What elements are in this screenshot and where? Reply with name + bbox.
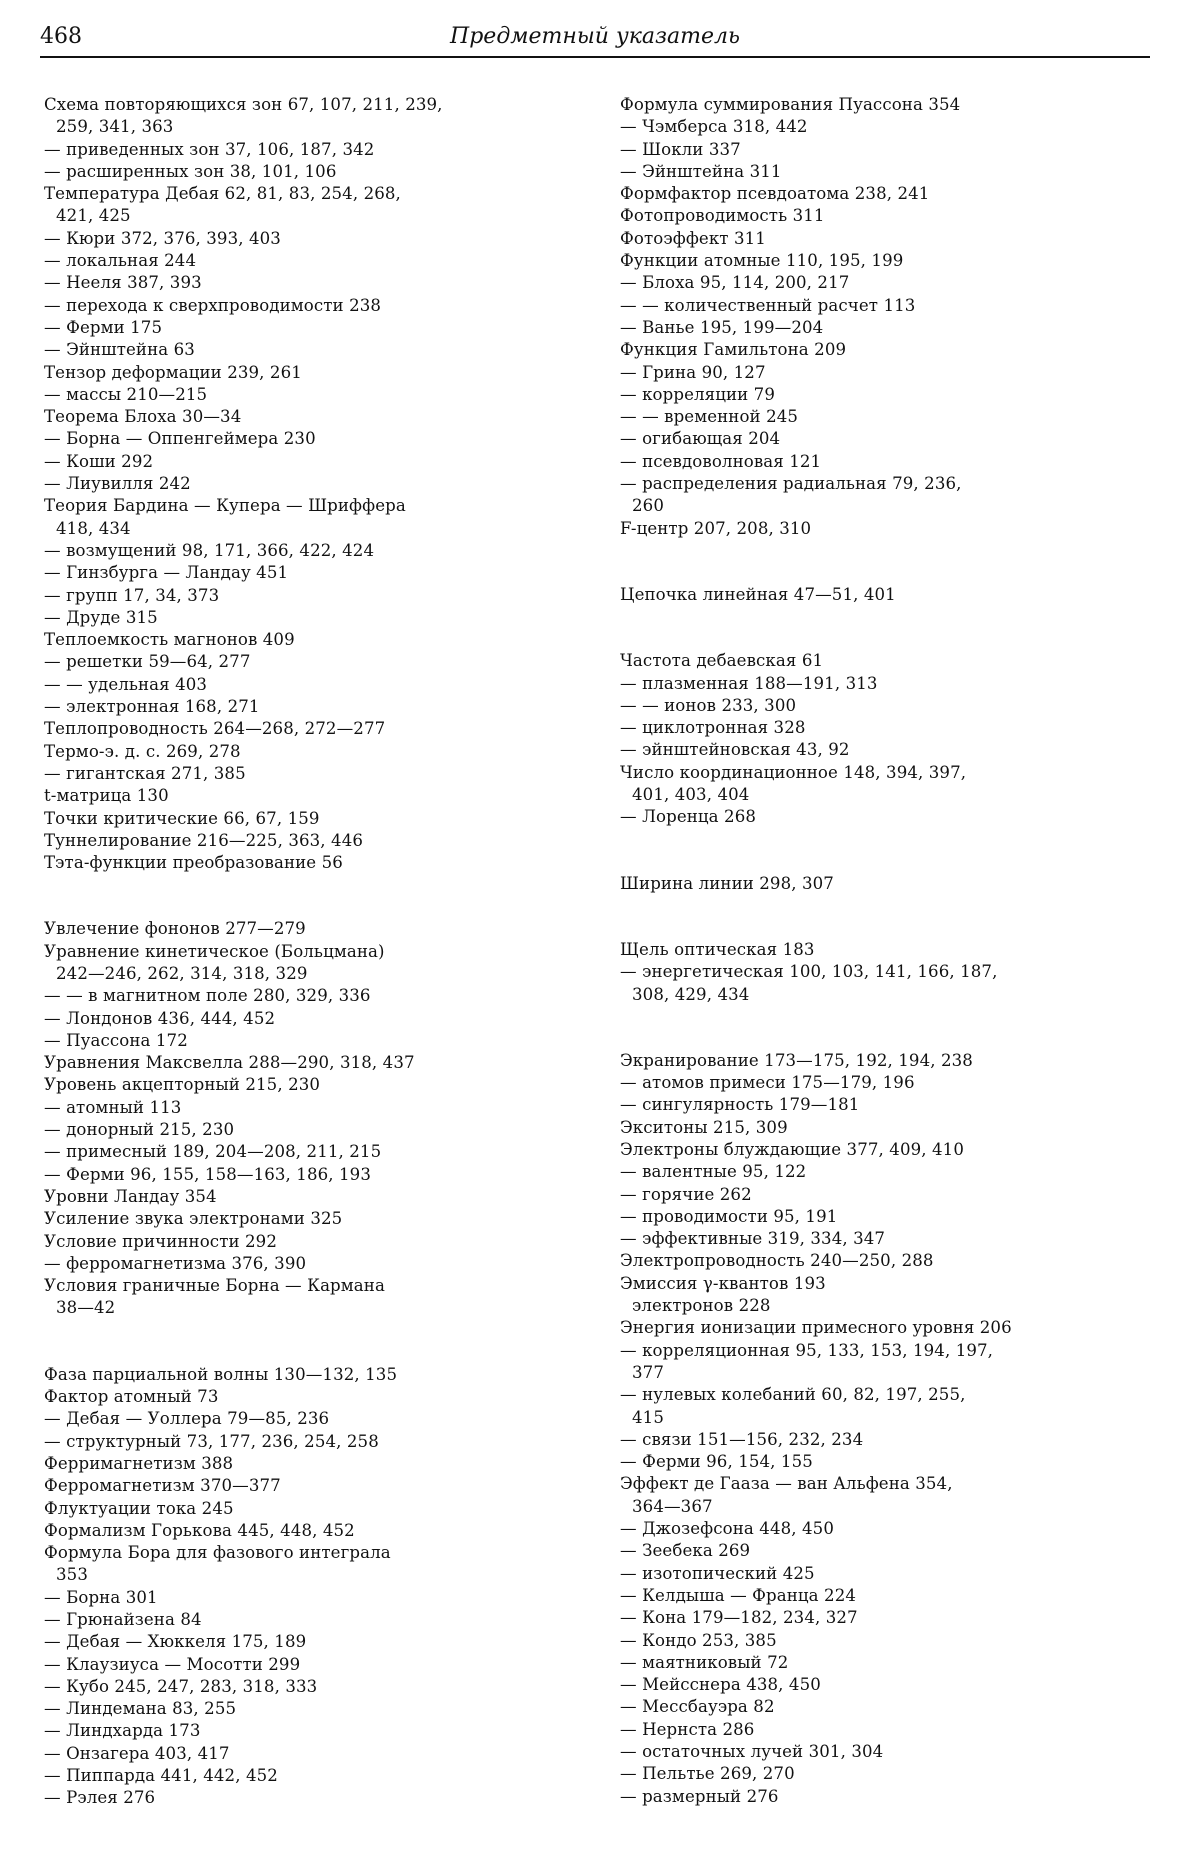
index-entry: Теплоемкость магнонов 409 bbox=[44, 629, 579, 651]
index-entry: Теплопроводность 264—268, 272—277 bbox=[44, 718, 579, 740]
section-gap bbox=[44, 1320, 579, 1364]
index-entry: — остаточных лучей 301, 304 bbox=[620, 1741, 1155, 1763]
index-entry: — размерный 276 bbox=[620, 1786, 1155, 1808]
index-entry: Уравнения Максвелла 288—290, 318, 437 bbox=[44, 1052, 579, 1074]
index-entry-continuation: 415 bbox=[620, 1407, 1155, 1429]
index-entry: Ферримагнетизм 388 bbox=[44, 1453, 579, 1475]
index-entry: Фаза парциальной волны 130—132, 135 bbox=[44, 1364, 579, 1386]
index-entry: Эмиссия γ-квантов 193 bbox=[620, 1273, 1155, 1295]
index-entry: — нулевых колебаний 60, 82, 197, 255, bbox=[620, 1384, 1155, 1406]
index-entry: — корреляционная 95, 133, 153, 194, 197, bbox=[620, 1340, 1155, 1362]
index-entry: Тэта-функции преобразование 56 bbox=[44, 852, 579, 874]
index-entry-continuation: 38—42 bbox=[44, 1297, 579, 1319]
index-entry: — Ферми 175 bbox=[44, 317, 579, 339]
index-entry: — Линдемана 83, 255 bbox=[44, 1698, 579, 1720]
index-entry: — гигантская 271, 385 bbox=[44, 763, 579, 785]
index-entry: Усиление звука электронами 325 bbox=[44, 1208, 579, 1230]
index-entry: — Дебая — Хюккеля 175, 189 bbox=[44, 1631, 579, 1653]
index-entry: Электроны блуждающие 377, 409, 410 bbox=[620, 1139, 1155, 1161]
page-number: 468 bbox=[40, 24, 82, 49]
index-entry: — Гинзбурга — Ландау 451 bbox=[44, 562, 579, 584]
index-entry: — Кюри 372, 376, 393, 403 bbox=[44, 228, 579, 250]
index-entry-continuation: 353 bbox=[44, 1564, 579, 1586]
index-entry: — Джозефсона 448, 450 bbox=[620, 1518, 1155, 1540]
index-entry-continuation: 364—367 bbox=[620, 1496, 1155, 1518]
index-entry: Точки критические 66, 67, 159 bbox=[44, 808, 579, 830]
index-entry: — Онзагера 403, 417 bbox=[44, 1743, 579, 1765]
index-entry: — Пуассона 172 bbox=[44, 1030, 579, 1052]
index-entry: Схема повторяющихся зон 67, 107, 211, 239, bbox=[44, 94, 579, 116]
index-entry: Экранирование 173—175, 192, 194, 238 bbox=[620, 1050, 1155, 1072]
index-entry: — возмущений 98, 171, 366, 422, 424 bbox=[44, 540, 579, 562]
index-entry: Электропроводность 240—250, 288 bbox=[620, 1250, 1155, 1272]
index-entry: — — ионов 233, 300 bbox=[620, 695, 1155, 717]
section-gap bbox=[620, 1006, 1155, 1050]
section-gap bbox=[44, 874, 579, 918]
index-entry: — эффективные 319, 334, 347 bbox=[620, 1228, 1155, 1250]
index-entry: — Клаузиуса — Мосотти 299 bbox=[44, 1654, 579, 1676]
index-entry-continuation: электронов 228 bbox=[620, 1295, 1155, 1317]
index-entry: — Борна — Оппенгеймера 230 bbox=[44, 428, 579, 450]
index-entry: — атомов примеси 175—179, 196 bbox=[620, 1072, 1155, 1094]
index-entry-continuation: 418, 434 bbox=[44, 518, 579, 540]
index-entry: — корреляции 79 bbox=[620, 384, 1155, 406]
index-entry: — электронная 168, 271 bbox=[44, 696, 579, 718]
index-entry: — расширенных зон 38, 101, 106 bbox=[44, 161, 579, 183]
index-entry: Функции атомные 110, 195, 199 bbox=[620, 250, 1155, 272]
index-entry: — групп 17, 34, 373 bbox=[44, 585, 579, 607]
index-entry: Эффект де Гааза — ван Альфена 354, bbox=[620, 1473, 1155, 1495]
index-entry: — атомный 113 bbox=[44, 1097, 579, 1119]
index-entry: Флуктуации тока 245 bbox=[44, 1498, 579, 1520]
index-entry: — Кубо 245, 247, 283, 318, 333 bbox=[44, 1676, 579, 1698]
index-entry: — распределения радиальная 79, 236, bbox=[620, 473, 1155, 495]
index-entry: — Линдхарда 173 bbox=[44, 1720, 579, 1742]
index-entry: — ферромагнетизма 376, 390 bbox=[44, 1253, 579, 1275]
index-entry: — решетки 59—64, 277 bbox=[44, 651, 579, 673]
index-entry: Уровень акцепторный 215, 230 bbox=[44, 1074, 579, 1096]
index-entry: — плазменная 188—191, 313 bbox=[620, 673, 1155, 695]
index-entry: — эйнштейновская 43, 92 bbox=[620, 739, 1155, 761]
index-entry: — — количественный расчет 113 bbox=[620, 295, 1155, 317]
index-entry: — Ванье 195, 199—204 bbox=[620, 317, 1155, 339]
index-entry: — проводимости 95, 191 bbox=[620, 1206, 1155, 1228]
index-entry: Условие причинности 292 bbox=[44, 1231, 579, 1253]
index-entry: Фотопроводимость 311 bbox=[620, 205, 1155, 227]
index-entry: Увлечение фононов 277—279 bbox=[44, 918, 579, 940]
index-entry: — массы 210—215 bbox=[44, 384, 579, 406]
index-entry: — Ферми 96, 155, 158—163, 186, 193 bbox=[44, 1164, 579, 1186]
index-entry: Частота дебаевская 61 bbox=[620, 650, 1155, 672]
index-entry: — Пельтье 269, 270 bbox=[620, 1763, 1155, 1785]
index-entry: — Блоха 95, 114, 200, 217 bbox=[620, 272, 1155, 294]
index-entry: — — временной 245 bbox=[620, 406, 1155, 428]
index-entry: — Мессбауэра 82 bbox=[620, 1696, 1155, 1718]
index-entry: — изотопический 425 bbox=[620, 1563, 1155, 1585]
index-entry: Теорема Блоха 30—34 bbox=[44, 406, 579, 428]
index-entry: — приведенных зон 37, 106, 187, 342 bbox=[44, 139, 579, 161]
index-entry-continuation: 260 bbox=[620, 495, 1155, 517]
index-entry: — огибающая 204 bbox=[620, 428, 1155, 450]
index-entry: — Эйнштейна 311 bbox=[620, 161, 1155, 183]
index-entry: — Кондо 253, 385 bbox=[620, 1630, 1155, 1652]
index-entry: — Друде 315 bbox=[44, 607, 579, 629]
index-entry: — Зеебека 269 bbox=[620, 1540, 1155, 1562]
index-entry: Формула Бора для фазового интеграла bbox=[44, 1542, 579, 1564]
index-entry: F-центр 207, 208, 310 bbox=[620, 518, 1155, 540]
index-entry: Фотоэффект 311 bbox=[620, 228, 1155, 250]
section-gap bbox=[620, 895, 1155, 939]
index-entry: Тензор деформации 239, 261 bbox=[44, 362, 579, 384]
index-entry: Формула суммирования Пуассона 354 bbox=[620, 94, 1155, 116]
index-entry: Фактор атомный 73 bbox=[44, 1386, 579, 1408]
index-entry: — Борна 301 bbox=[44, 1587, 579, 1609]
index-entry: — Мейсснера 438, 450 bbox=[620, 1674, 1155, 1696]
index-entry: Ширина линии 298, 307 bbox=[620, 873, 1155, 895]
index-entry: — Нернста 286 bbox=[620, 1719, 1155, 1741]
index-entry: — Нееля 387, 393 bbox=[44, 272, 579, 294]
index-entry: — валентные 95, 122 bbox=[620, 1161, 1155, 1183]
index-entry: — примесный 189, 204—208, 211, 215 bbox=[44, 1141, 579, 1163]
index-entry: — Дебая — Уоллера 79—85, 236 bbox=[44, 1408, 579, 1430]
index-entry: — сингулярность 179—181 bbox=[620, 1094, 1155, 1116]
index-entry-continuation: 421, 425 bbox=[44, 205, 579, 227]
index-entry: — — в магнитном поле 280, 329, 336 bbox=[44, 985, 579, 1007]
section-gap bbox=[620, 829, 1155, 873]
index-entry: — локальная 244 bbox=[44, 250, 579, 272]
index-entry: — Коши 292 bbox=[44, 451, 579, 473]
index-entry: Туннелирование 216—225, 363, 446 bbox=[44, 830, 579, 852]
index-entry: Условия граничные Борна — Кармана bbox=[44, 1275, 579, 1297]
index-entry: Ферромагнетизм 370—377 bbox=[44, 1475, 579, 1497]
index-entry: Экситоны 215, 309 bbox=[620, 1117, 1155, 1139]
index-entry: Уравнение кинетическое (Больцмана) bbox=[44, 941, 579, 963]
page-header bbox=[40, 22, 1150, 58]
index-entry: — донорный 215, 230 bbox=[44, 1119, 579, 1141]
running-title: Предметный указатель bbox=[40, 24, 1150, 49]
index-entry: — Чэмберса 318, 442 bbox=[620, 116, 1155, 138]
index-entry: — Эйнштейна 63 bbox=[44, 339, 579, 361]
index-entry: Функция Гамильтона 209 bbox=[620, 339, 1155, 361]
index-entry: — Ферми 96, 154, 155 bbox=[620, 1451, 1155, 1473]
index-entry: — Грюнайзена 84 bbox=[44, 1609, 579, 1631]
index-entry-continuation: 377 bbox=[620, 1362, 1155, 1384]
index-entry: — маятниковый 72 bbox=[620, 1652, 1155, 1674]
index-entry: — горячие 262 bbox=[620, 1184, 1155, 1206]
index-entry: — Келдыша — Франца 224 bbox=[620, 1585, 1155, 1607]
index-entry-continuation: 401, 403, 404 bbox=[620, 784, 1155, 806]
index-entry: — Лиувилля 242 bbox=[44, 473, 579, 495]
index-entry: — связи 151—156, 232, 234 bbox=[620, 1429, 1155, 1451]
index-entry: Цепочка линейная 47—51, 401 bbox=[620, 584, 1155, 606]
index-entry: Число координационное 148, 394, 397, bbox=[620, 762, 1155, 784]
index-entry: — Грина 90, 127 bbox=[620, 362, 1155, 384]
index-entry: — — удельная 403 bbox=[44, 674, 579, 696]
index-entry: Энергия ионизации примесного уровня 206 bbox=[620, 1317, 1155, 1339]
index-entry-continuation: 308, 429, 434 bbox=[620, 984, 1155, 1006]
index-entry: Термо-э. д. с. 269, 278 bbox=[44, 741, 579, 763]
index-entry: — Рэлея 276 bbox=[44, 1787, 579, 1809]
section-gap bbox=[620, 606, 1155, 650]
index-entry: — Кона 179—182, 234, 327 bbox=[620, 1607, 1155, 1629]
index-column-right bbox=[620, 94, 1155, 1808]
index-entry: t-матрица 130 bbox=[44, 785, 579, 807]
index-entry: — Пиппарда 441, 442, 452 bbox=[44, 1765, 579, 1787]
index-column-left bbox=[44, 94, 579, 1810]
index-entry: — циклотронная 328 bbox=[620, 717, 1155, 739]
section-gap bbox=[620, 540, 1155, 584]
index-entry: — Лоренца 268 bbox=[620, 806, 1155, 828]
index-entry: Щель оптическая 183 bbox=[620, 939, 1155, 961]
index-entry-continuation: 242—246, 262, 314, 318, 329 bbox=[44, 963, 579, 985]
index-entry: Уровни Ландау 354 bbox=[44, 1186, 579, 1208]
index-entry: Формфактор псевдоатома 238, 241 bbox=[620, 183, 1155, 205]
index-entry: Формализм Горькова 445, 448, 452 bbox=[44, 1520, 579, 1542]
index-entry: — энергетическая 100, 103, 141, 166, 187, bbox=[620, 961, 1155, 983]
index-entry: — Лондонов 436, 444, 452 bbox=[44, 1008, 579, 1030]
index-entry-continuation: 259, 341, 363 bbox=[44, 116, 579, 138]
index-entry: Температура Дебая 62, 81, 83, 254, 268, bbox=[44, 183, 579, 205]
index-entry: Теория Бардина — Купера — Шриффера bbox=[44, 495, 579, 517]
index-entry: — Шокли 337 bbox=[620, 139, 1155, 161]
index-entry: — структурный 73, 177, 236, 254, 258 bbox=[44, 1431, 579, 1453]
index-entry: — псевдоволновая 121 bbox=[620, 451, 1155, 473]
index-entry: — перехода к сверхпроводимости 238 bbox=[44, 295, 579, 317]
